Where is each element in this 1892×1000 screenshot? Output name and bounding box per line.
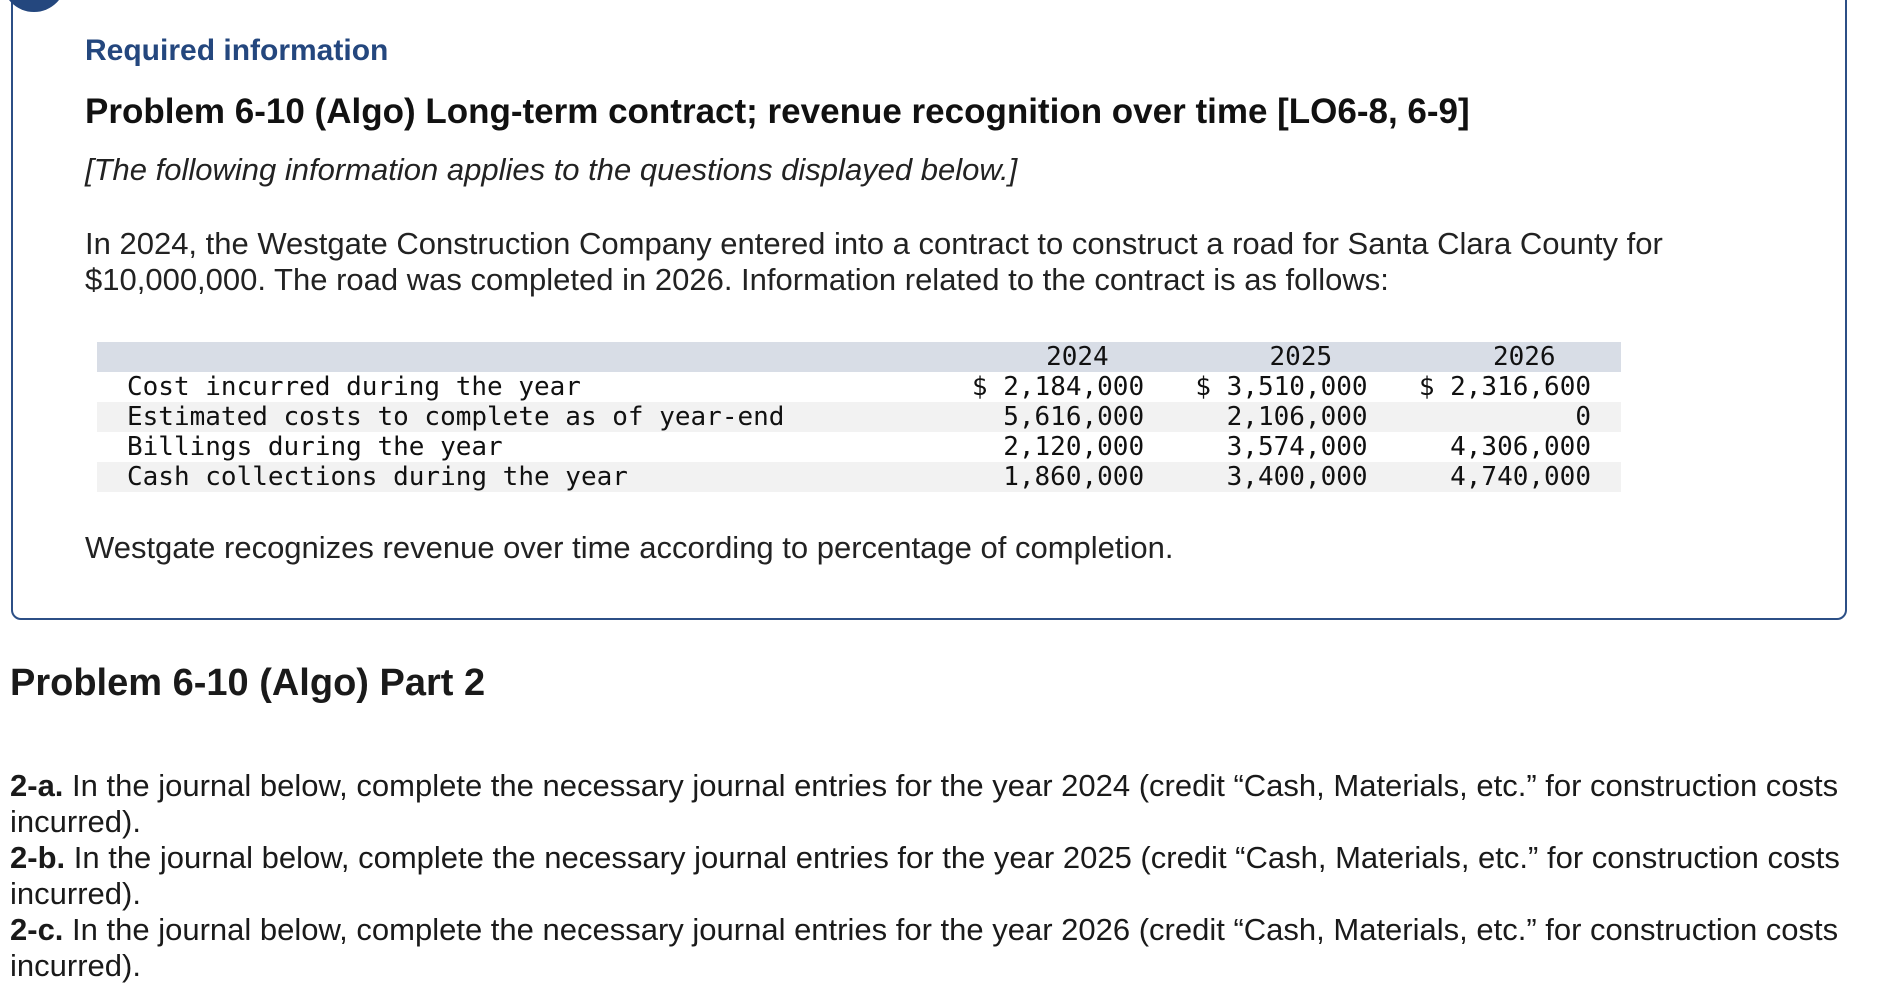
- intro-text: In 2024, the Westgate Construction Company entered into a contract to construct a road for Santa Clara County for $10,000,000. The road was completed in 2026. Information related to the contract is as follows:: [85, 226, 1663, 297]
- table-cell: 1,860,000: [1003, 462, 1145, 492]
- applies-note: [The following information applies to the questions displayed below.]: [85, 152, 1018, 187]
- recognition-note: Westgate recognizes revenue over time according to percentage of completion.: [85, 530, 1174, 565]
- table-cell: 3,574,000: [1226, 432, 1368, 462]
- required-info-label: Required information: [85, 34, 389, 67]
- instruction-label: 2-c.: [10, 912, 64, 947]
- table-cell: $ 2,316,600: [1418, 372, 1591, 402]
- contract-data-table: [97, 342, 1621, 492]
- instruction-label: 2-a.: [10, 768, 64, 803]
- instruction-text: In the journal below, complete the necessary journal entries for the year 2024 (credit “Cash, Materials, etc.” for construction costs incurred).: [10, 768, 1839, 839]
- instruction-2c: [10, 912, 1880, 984]
- table-cell: 4,306,000: [1450, 432, 1591, 462]
- table-cell: $ 3,510,000: [1195, 372, 1368, 402]
- table-header-row: [97, 342, 1621, 372]
- row-label: Estimated costs to complete as of year-end: [127, 402, 785, 432]
- table-row: [97, 402, 1621, 432]
- instruction-text: In the journal below, complete the necessary journal entries for the year 2026 (credit “Cash, Materials, etc.” for construction costs incurred).: [10, 912, 1839, 983]
- row-label: Billings during the year: [127, 432, 503, 462]
- table-cell: 2,120,000: [1003, 432, 1145, 462]
- info-icon: [2, 0, 66, 12]
- table-cell: $ 2,184,000: [971, 372, 1145, 402]
- instruction-text: In the journal below, complete the necessary journal entries for the year 2025 (credit “Cash, Materials, etc.” for construction costs incurred).: [10, 840, 1840, 911]
- table-header-blank: [97, 342, 951, 372]
- table-row: [97, 462, 1621, 492]
- row-label: Cash collections during the year: [127, 462, 628, 492]
- column-header-2024: 2024: [1046, 342, 1109, 372]
- table-cell: 0: [1575, 402, 1591, 432]
- instruction-label: 2-b.: [10, 840, 66, 875]
- part-title: Problem 6-10 (Algo) Part 2: [10, 662, 486, 704]
- table-cell: 5,616,000: [1003, 402, 1145, 432]
- column-header-2026: 2026: [1492, 342, 1556, 372]
- instructions: [10, 768, 1880, 984]
- table-cell: 4,740,000: [1450, 462, 1591, 492]
- column-header-2025: 2025: [1269, 342, 1333, 372]
- instruction-2b: [10, 840, 1880, 912]
- table-cell: 3,400,000: [1226, 462, 1368, 492]
- instruction-2a: [10, 768, 1880, 840]
- table-row: [97, 372, 1621, 402]
- table-row: [97, 432, 1621, 462]
- row-label: Cost incurred during the year: [127, 372, 581, 402]
- table-cell: 2,106,000: [1226, 402, 1368, 432]
- problem-title: Problem 6-10 (Algo) Long-term contract; revenue recognition over time [LO6-8, 6-9]: [85, 92, 1470, 131]
